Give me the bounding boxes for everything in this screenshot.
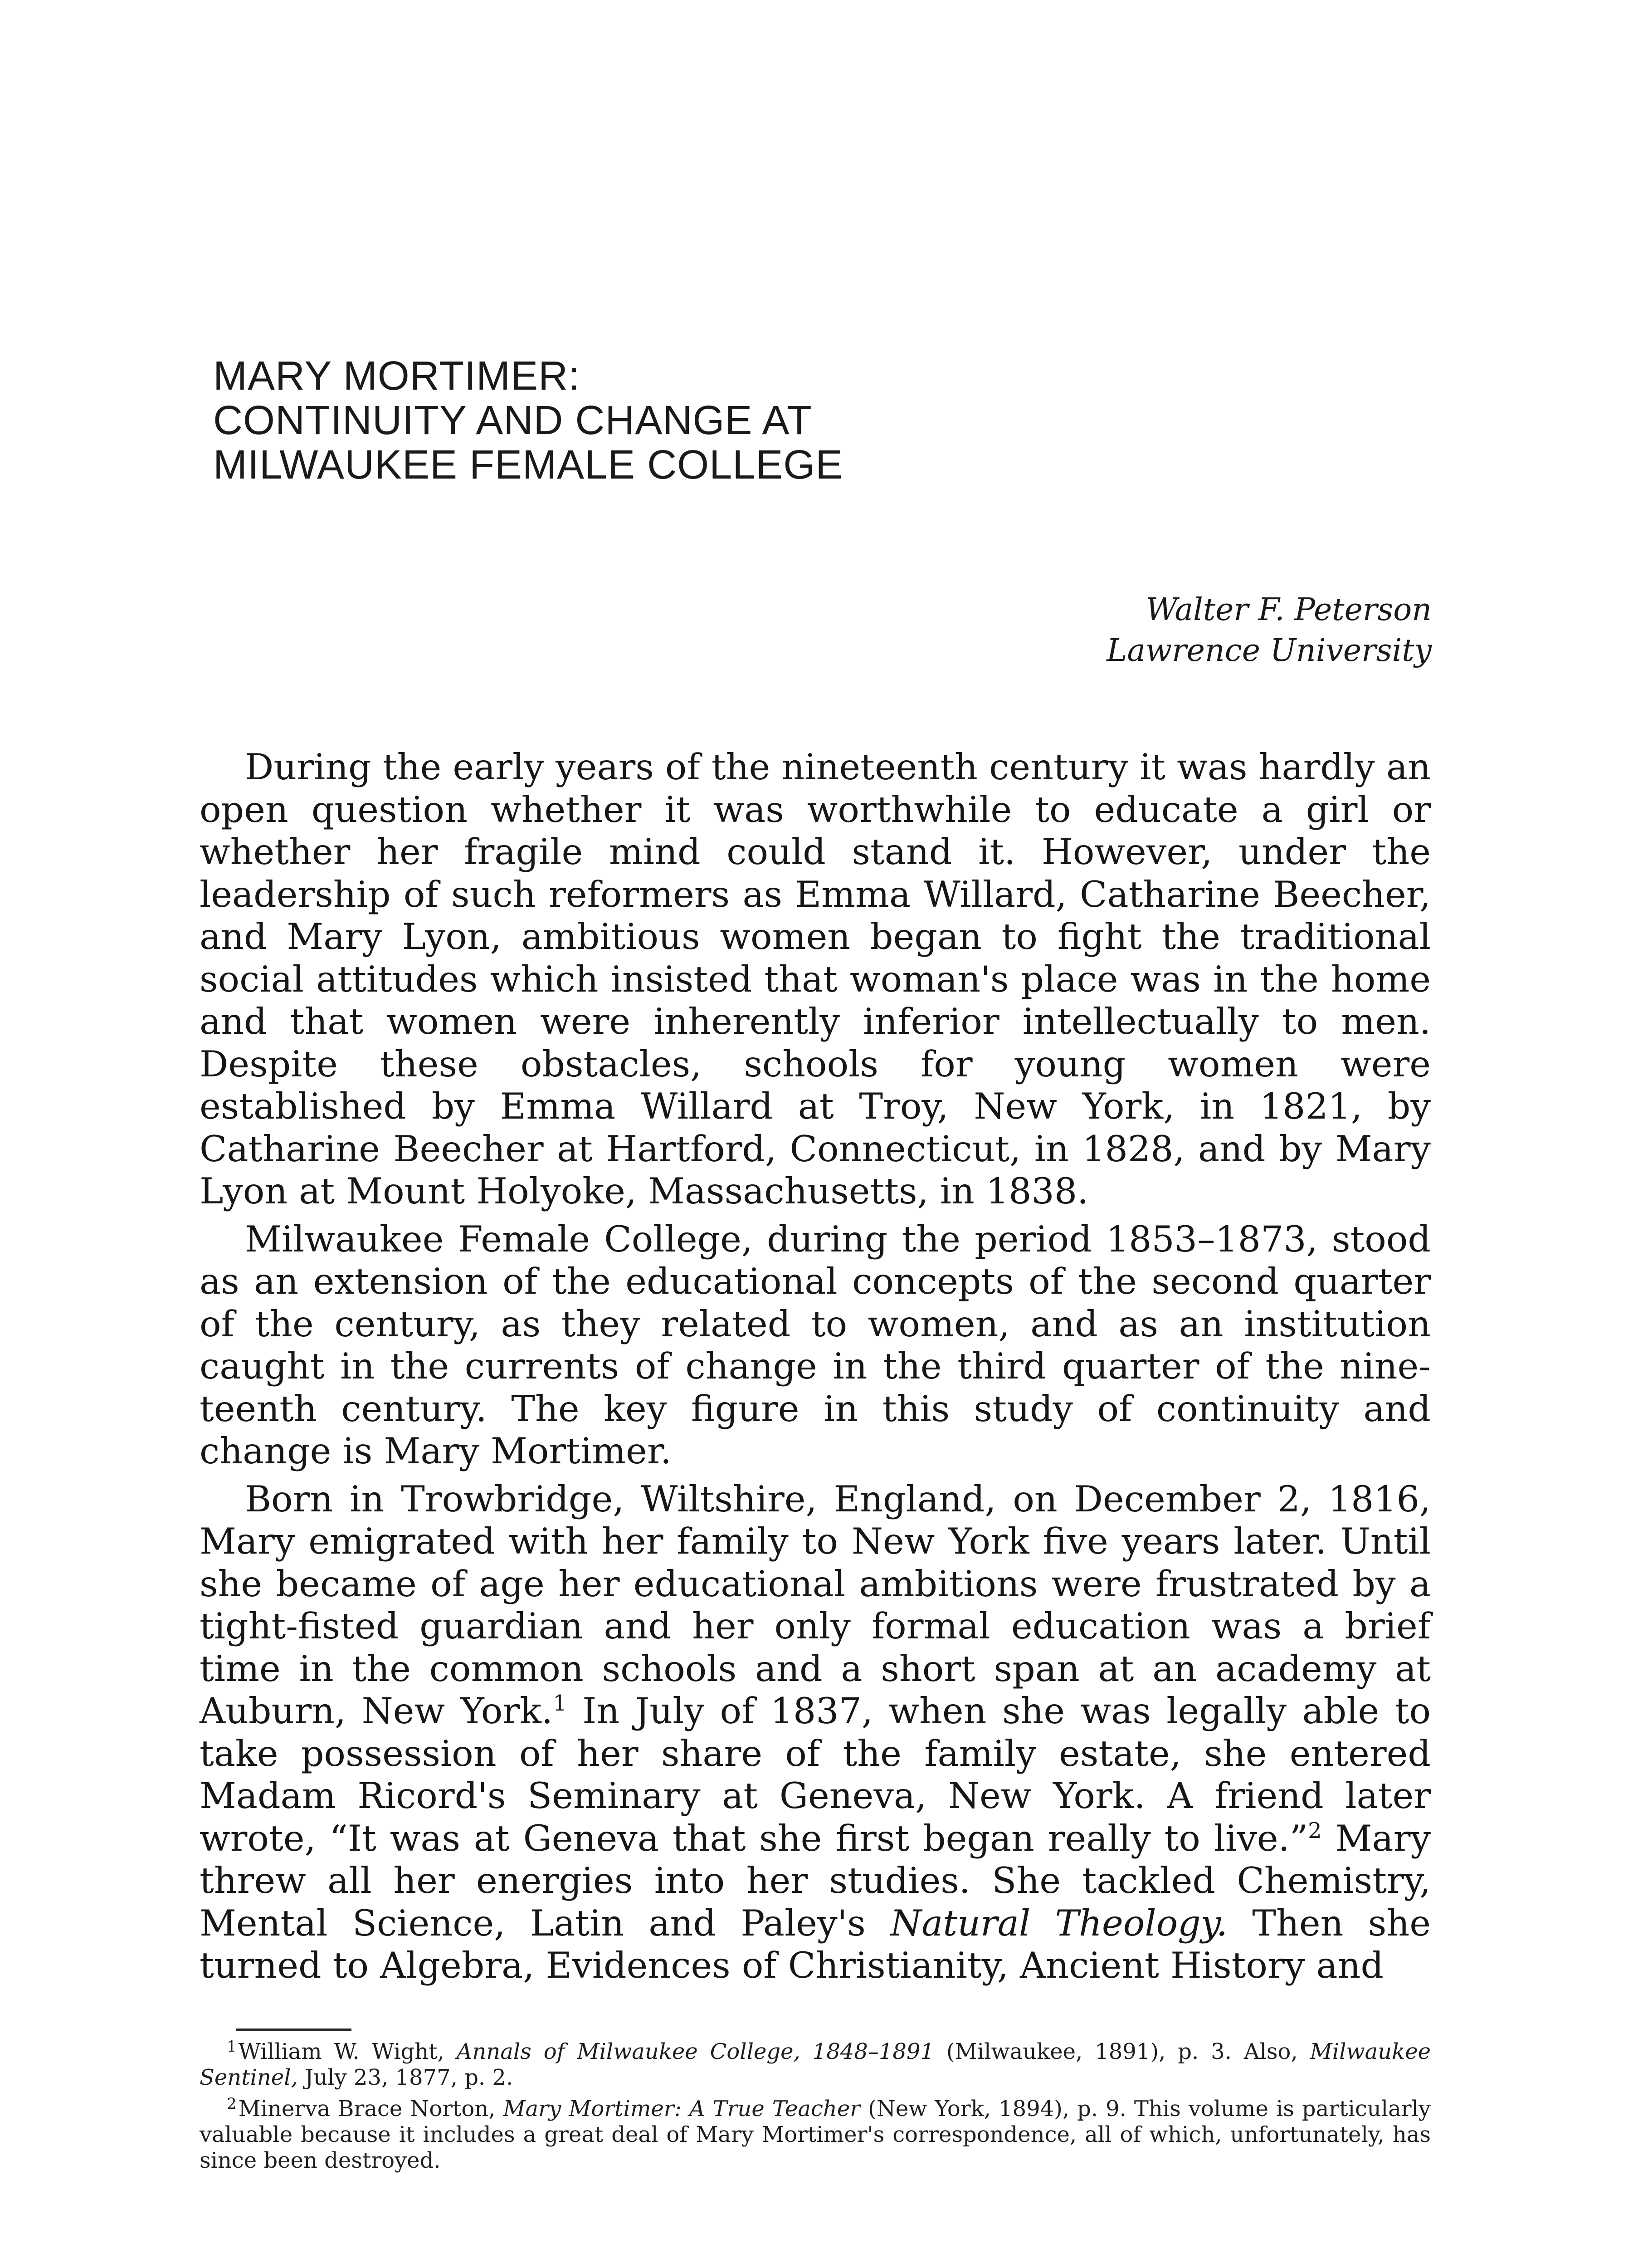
- author-name: Walter F. Peterson: [1146, 592, 1432, 628]
- footnote-ref-1: 1: [553, 1691, 567, 1716]
- article-body: [200, 746, 1431, 1987]
- footnote-2-text-a: Minerva Brace Norton,: [238, 2096, 503, 2121]
- footnote-1-text-c: July 23, 1877, p. 2.: [297, 2065, 513, 2090]
- title-line-2: CONTINUITY AND CHANGE AT: [213, 398, 812, 443]
- footnote-1-italic-1: Annals of Milwaukee College, 1848–1891: [456, 2039, 934, 2064]
- article-title: [213, 354, 1302, 487]
- footnote-1-mark: 1: [227, 2038, 237, 2056]
- title-line-3: MILWAUKEE FEMALE COLLEGE: [213, 442, 843, 488]
- footnote-1: [200, 2039, 1431, 2091]
- footnote-divider: [236, 2028, 351, 2031]
- footnote-2: [200, 2096, 1431, 2174]
- footnote-1-text-a: William W. Wight,: [238, 2039, 457, 2064]
- paragraph-3-text-a: Born in Trowbridge, Wiltshire, England, on December 2, 1816, Mary emigrated with her family to New York five years later. Until she became of age her educational ambitions were frustrated by a tight-fisted guardian and her only formal education was a brief time in the common schools and a short span at an academy at Auburn, New York.: [200, 1478, 1431, 1732]
- paragraph-3-text-b: In July of 1837, when she was legally able to take possession of her share of the family estate, she entered Madam Ricord's Seminary at Geneva, New York. A friend later wrote, “It was at Geneva that she first began really to live.”: [200, 1690, 1431, 1859]
- paragraph-1: During the early years of the nineteenth century it was hardly an open question whether it was worthwhile to educate a girl or whether her fragile mind could stand it. However, under the leadership of such reformers as Emma Willard, Catharine Beecher, and Mary Lyon, ambitious women began to fight the traditional social attitudes which insisted that woman's place was in the home and that women were inherently inferior intellectually to men. Despite these obstacles, schools for young women were established by Emma Willard at Troy, New York, in 1821, by Catharine Beecher at Hartford, Connecticut, in 1828, and by Mary Lyon at Mount Holyoke, Massachusetts, in 1838.: [200, 746, 1431, 1212]
- paragraph-3-text-d: Then she turned to Algebra, Evidences of Christianity, Ancient History and: [200, 1902, 1431, 1986]
- footnote-2-text-b: (New York, 1894), p. 9. This volume is particularly valuable because it includes a great deal of Mary Mortimer's correspondence, all of which, unfortunately, has since been destroyed.: [200, 2096, 1431, 2173]
- footnote-ref-2: 2: [1308, 1818, 1322, 1843]
- author-affiliation: Lawrence University: [1107, 633, 1432, 669]
- paragraph-3-text-c: Mary threw all her energies into her studies. She tackled Chemistry, Mental Science, Latin and Paley's: [200, 1817, 1431, 1944]
- footnote-1-text-b: (Milwaukee, 1891), p. 3. Also,: [934, 2039, 1310, 2064]
- paragraph-3: [200, 1478, 1431, 1987]
- footnote-1-italic-2: Milwaukee Sentinel,: [200, 2039, 1431, 2090]
- footnote-2-italic-1: Mary Mortimer: A True Teacher: [503, 2096, 861, 2121]
- byline: [887, 590, 1432, 671]
- paragraph-3-italic-title: Natural Theology.: [890, 1902, 1228, 1944]
- footnote-2-mark: 2: [227, 2095, 237, 2113]
- footnotes: [200, 2039, 1431, 2179]
- paragraph-2: Milwaukee Female College, during the period 1853–1873, stood as an extension of the educational concepts of the second quarter of the century, as they related to women, and as an institution caught in the currents of change in the third quarter of the nineteenth century. The key figure in this study of continuity and change is Mary Mortimer.: [200, 1218, 1431, 1472]
- title-line-1: MARY MORTIMER:: [213, 353, 580, 399]
